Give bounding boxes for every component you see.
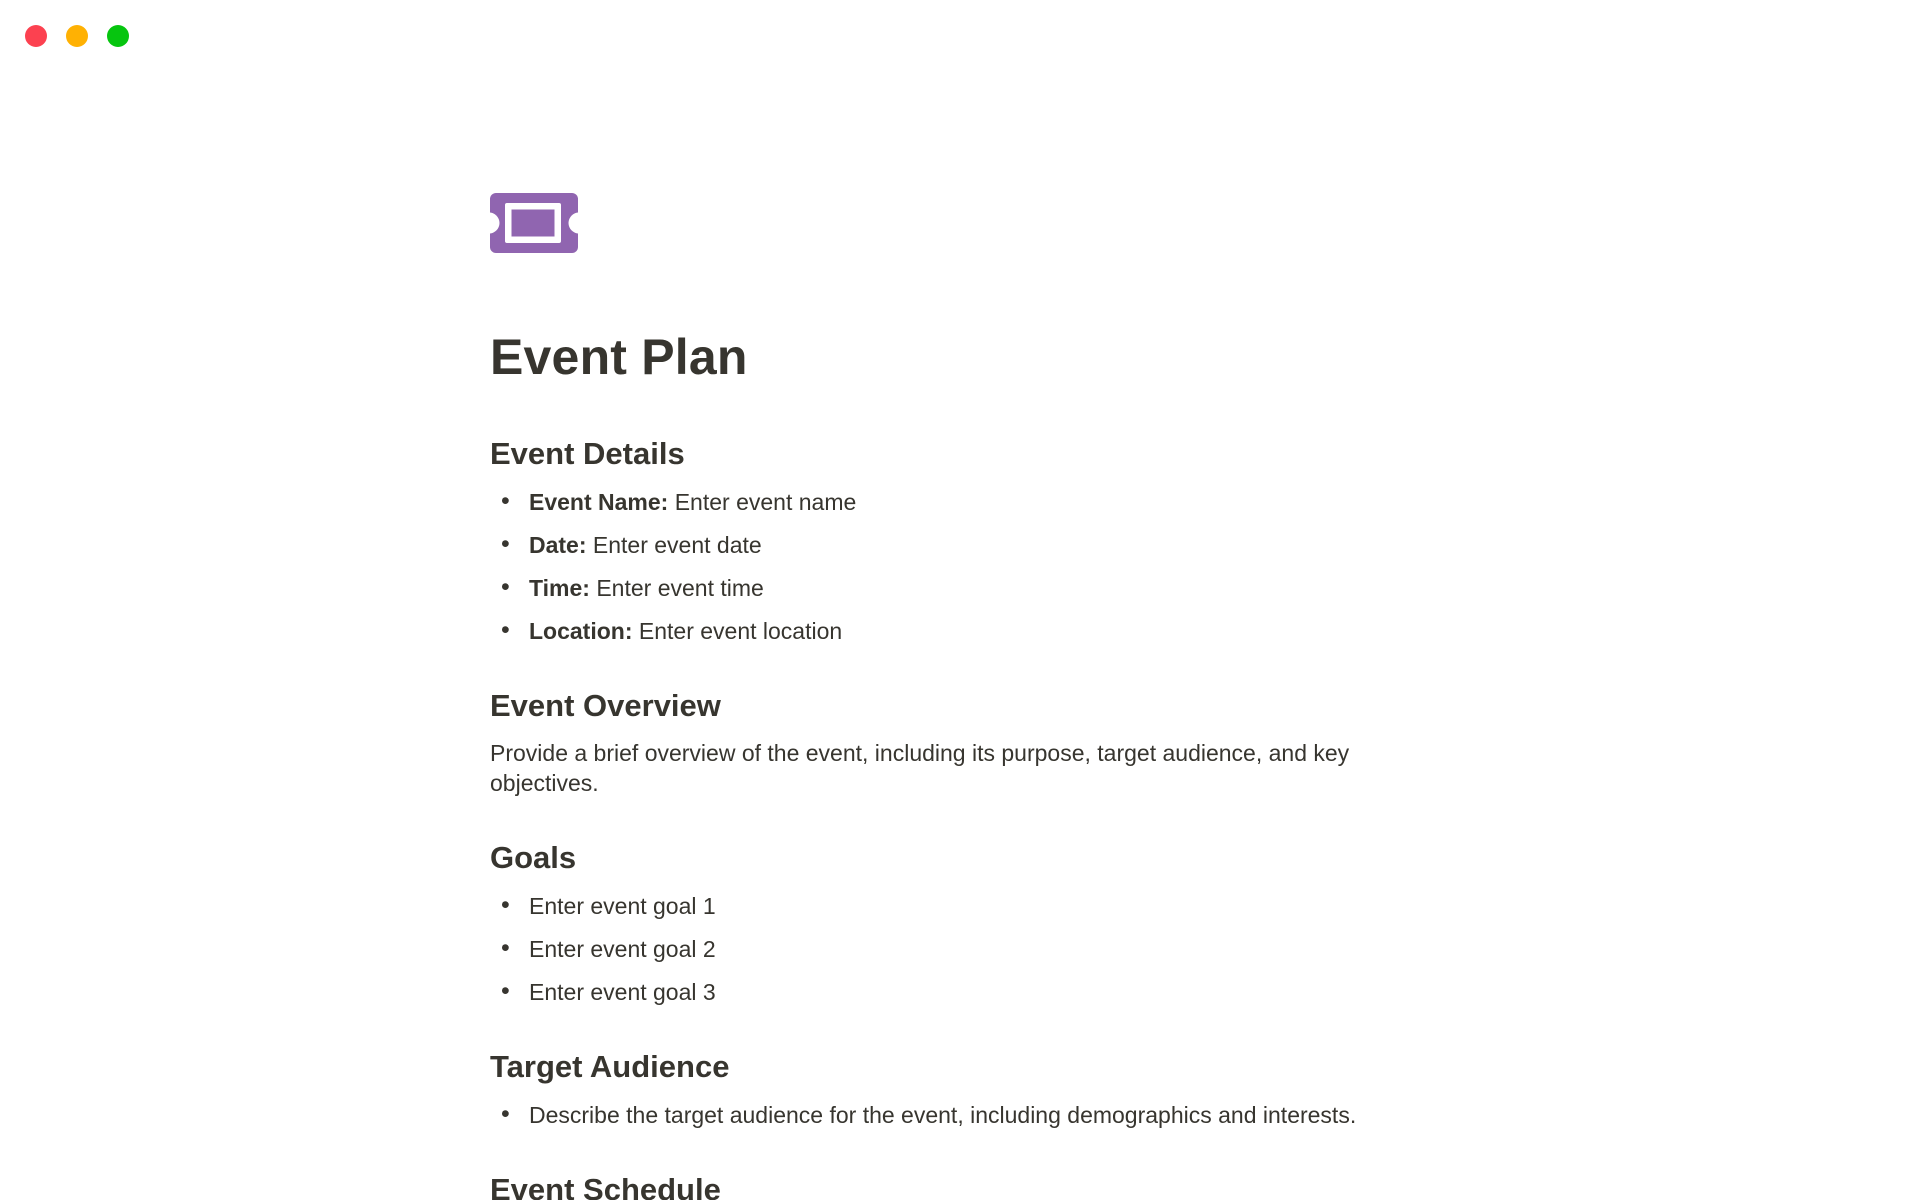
item-text: Enter event time [596,575,764,601]
item-label: Date: [529,532,587,558]
list-item[interactable] [490,616,1430,646]
item-text: Enter event goal 3 [529,979,716,1005]
item-text: Describe the target audience for the event, including demographics and interests. [529,1102,1357,1128]
event-overview-text[interactable]: Provide a brief overview of the event, including its purpose, target audience, and key objectives. [490,740,1350,796]
list-item[interactable] [490,573,1430,603]
item-text: Enter event location [638,618,843,644]
goals-list [490,891,1430,1007]
section-event-schedule [490,1170,1430,1200]
list-item[interactable] [490,1100,1430,1130]
bullet-icon: • [501,891,510,919]
event-schedule-heading[interactable]: Event Schedule [490,1172,721,1200]
list-item[interactable] [490,977,1430,1007]
list-item[interactable] [490,934,1430,964]
item-label: Event Name: [529,489,669,515]
event-details-list [490,487,1430,646]
bullet-icon: • [501,530,510,558]
bullet-icon: • [501,934,510,962]
bullet-icon: • [501,487,510,515]
item-text: Enter event date [592,532,762,558]
section-event-details [490,434,1430,646]
ticket-icon[interactable] [490,193,578,253]
section-event-overview [490,686,1430,798]
bullet-icon: • [501,573,510,601]
bullet-icon: • [501,1100,510,1128]
list-item[interactable] [490,891,1430,921]
page-title[interactable]: Event Plan [490,329,748,385]
target-audience-heading[interactable]: Target Audience [490,1049,730,1084]
maximize-button[interactable] [107,25,129,47]
section-target-audience [490,1047,1430,1130]
bullet-icon: • [501,616,510,644]
event-overview-heading[interactable]: Event Overview [490,688,721,723]
close-button[interactable] [25,25,47,47]
item-text: Enter event name [674,489,857,515]
item-label: Location: [529,618,633,644]
item-label: Time: [529,575,590,601]
list-item[interactable] [490,487,1430,517]
minimize-button[interactable] [66,25,88,47]
document-page [490,0,1430,1200]
event-details-heading[interactable]: Event Details [490,436,685,471]
bullet-icon: • [501,977,510,1005]
item-text: Enter event goal 2 [529,936,716,962]
window-controls [25,25,129,47]
list-item[interactable] [490,530,1430,560]
target-audience-list [490,1100,1430,1130]
item-text: Enter event goal 1 [529,893,716,919]
section-goals [490,838,1430,1007]
goals-heading[interactable]: Goals [490,840,577,875]
